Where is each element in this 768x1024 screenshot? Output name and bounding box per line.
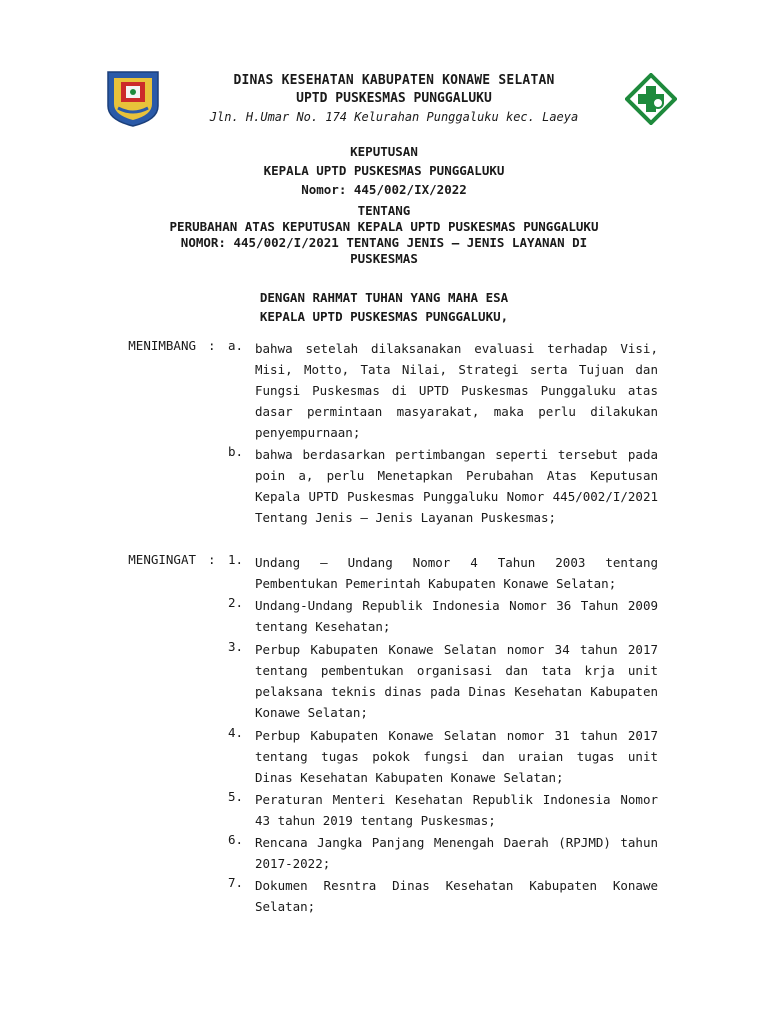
- puskesmas-logo-icon: [625, 73, 677, 125]
- subject-line-2: NOMOR: 445/002/I/2021 TENTANG JENIS – JENIS LAYANAN DI: [180, 235, 588, 250]
- item-marker: 2.: [228, 595, 244, 610]
- item-text: Dokumen Resntra Dinas Kesehatan Kabupaten Konawe Selatan;: [255, 878, 658, 914]
- subject-line-1: PERUBAHAN ATAS KEPUTUSAN KEPALA UPTD PUSKESMAS PUNGGALUKU: [169, 219, 599, 234]
- list-item: [228, 552, 658, 594]
- item-text: bahwa setelah dilaksanakan evaluasi terhadap Visi, Misi, Motto, Tata Nilai, Strategi serta Tujuan dan Fungsi Puskesmas di UPTD Puskesmas Punggaluku atas dasar permintaan masyarakat, maka perlu dilakukan penyempurnaan;: [255, 341, 658, 440]
- list-item: [228, 875, 658, 917]
- subject-label: TENTANG: [357, 203, 411, 218]
- subject-line-3: PUSKESMAS: [350, 251, 418, 266]
- decree-type: KEPUTUSAN: [350, 144, 418, 159]
- konawe-selatan-regency-emblem-icon: [104, 68, 162, 128]
- item-text: Undang – Undang Nomor 4 Tahun 2003 tentang Pembentukan Pemerintah Kabupaten Konawe Selatan;: [255, 555, 658, 591]
- unit-name: UPTD PUSKESMAS PUNGGALUKU: [296, 91, 492, 106]
- menimbang-colon: :: [208, 338, 216, 353]
- list-item: [228, 832, 658, 874]
- decree-subject: [80, 203, 688, 267]
- menimbang-label: MENIMBANG: [128, 338, 196, 353]
- preamble-line-2: KEPALA UPTD PUSKESMAS PUNGGALUKU,: [259, 309, 509, 324]
- list-item: [228, 639, 658, 723]
- decree-number: Nomor: 445/002/IX/2022: [301, 182, 467, 197]
- preamble: [80, 288, 688, 326]
- list-item: [228, 444, 658, 528]
- item-text: Rencana Jangka Panjang Menengah Daerah (RPJMD) tahun 2017-2022;: [255, 835, 658, 871]
- item-text: bahwa berdasarkan pertimbangan seperti tersebut pada poin a, perlu Menetapkan Perubahan Atas Keputusan Kepala UPTD Puskesmas Punggaluku Nomor 445/002/I/2021 Tentang Jenis – Jenis Layanan Puskesmas;: [255, 447, 658, 525]
- list-item: [228, 595, 658, 637]
- item-marker: 6.: [228, 832, 244, 847]
- item-text: Undang-Undang Republik Indonesia Nomor 36 Tahun 2009 tentang Kesehatan;: [255, 598, 658, 634]
- item-text: Perbup Kabupaten Konawe Selatan nomor 31 tahun 2017 tentang tugas pokok fungsi dan uraian tugas unit Dinas Kesehatan Kabupaten Konawe Selatan;: [255, 728, 658, 785]
- preamble-line-1: DENGAN RAHMAT TUHAN YANG MAHA ESA: [259, 290, 509, 305]
- item-marker: 5.: [228, 789, 244, 804]
- decree-heading: [80, 142, 688, 199]
- item-text: Peraturan Menteri Kesehatan Republik Indonesia Nomor 43 tahun 2019 tentang Puskesmas;: [255, 792, 658, 828]
- item-marker: 7.: [228, 875, 244, 890]
- item-marker: 4.: [228, 725, 244, 740]
- letterhead: [0, 0, 768, 140]
- item-marker: b.: [228, 444, 244, 459]
- list-item: [228, 789, 658, 831]
- item-text: Perbup Kabupaten Konawe Selatan nomor 34 tahun 2017 tentang pembentukan organisasi dan tata krja unit pelaksana teknis dinas pada Dinas Kesehatan Kabupaten Konawe Selatan;: [255, 642, 658, 720]
- mengingat-label: MENGINGAT: [128, 552, 196, 567]
- item-marker: a.: [228, 338, 244, 353]
- item-marker: 3.: [228, 639, 244, 654]
- list-item: [228, 725, 658, 788]
- address: Jln. H.Umar No. 174 Kelurahan Punggaluku kec. Laeya: [209, 110, 579, 124]
- list-item: [228, 338, 658, 443]
- decree-issuer: KEPALA UPTD PUSKESMAS PUNGGALUKU: [263, 163, 505, 178]
- agency-name: DINAS KESEHATAN KABUPATEN KONAWE SELATAN: [233, 73, 555, 88]
- mengingat-colon: :: [208, 552, 216, 567]
- item-marker: 1.: [228, 552, 244, 567]
